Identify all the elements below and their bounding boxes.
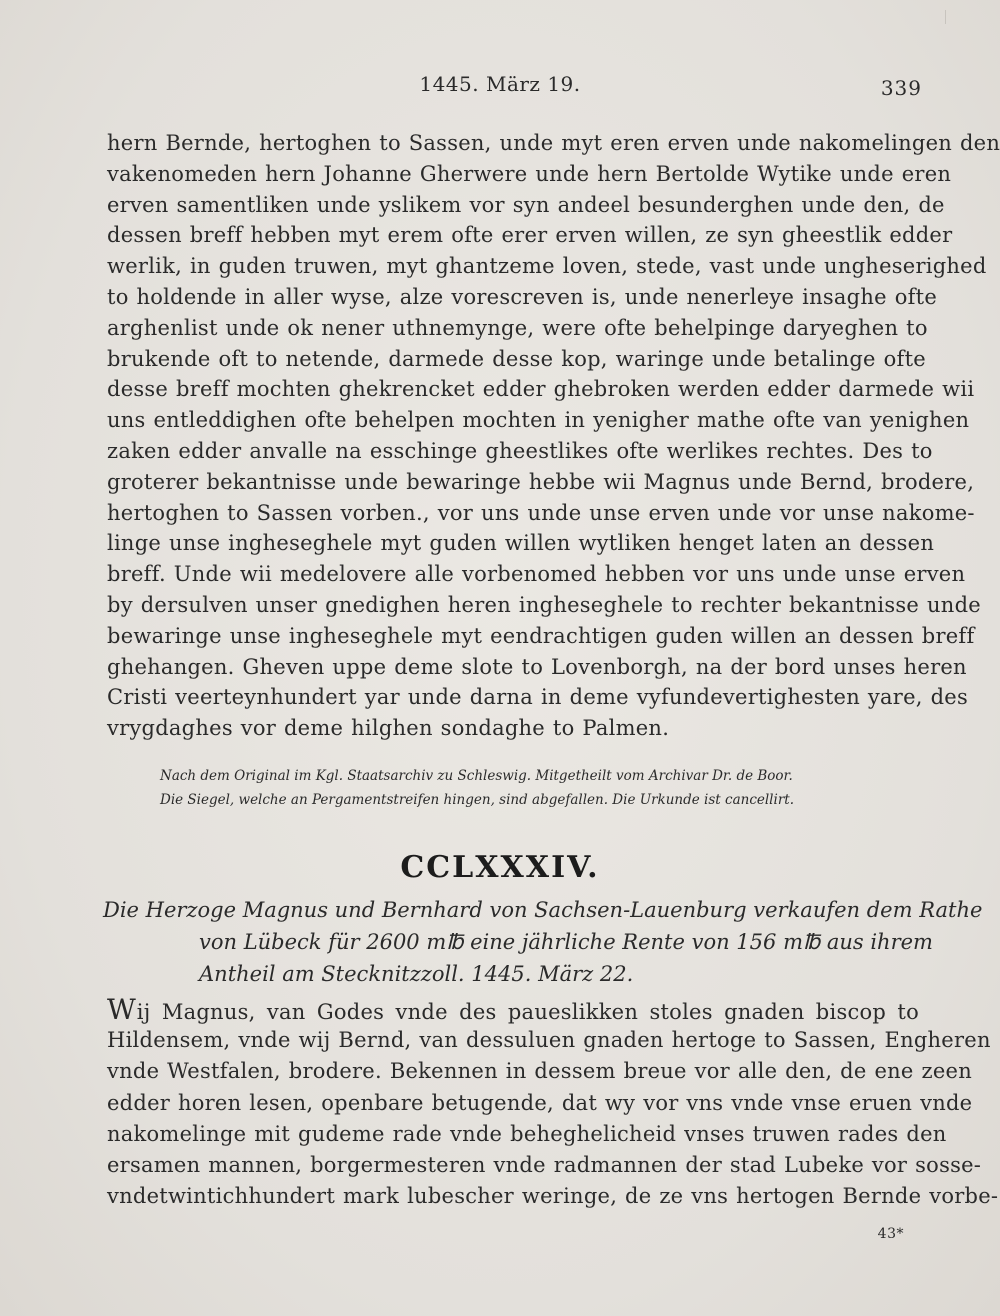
- text-line: arghenlist unde ok nener uthnemynge, were ofte behelpinge daryeghen to: [107, 315, 928, 340]
- text-line: werlik, in guden truwen, myt ghantzeme loven, stede, vast unde ungheserighed: [107, 254, 987, 279]
- source-note: [160, 764, 880, 812]
- text-line: vnde Westfalen, brodere. Bekennen in dessem breue vor alle den, de ene zeen: [107, 1059, 972, 1084]
- summary-line: Die Herzoge Magnus und Bernhard von Sachsen-Lauenburg verkaufen dem Rathe: [103, 898, 983, 922]
- text-line: breff. Unde wii medelovere alle vorbenomed hebben vor uns unde unse erven: [107, 562, 966, 587]
- source-note-line: Nach dem Original im Kgl. Staatsarchiv zu Schleswig. Mitgetheilt vom Archivar Dr. de Boor.: [160, 768, 793, 784]
- text-line: ersamen mannen, borgermesteren vnde radmannen der stad Lubeke vor sosse-: [107, 1152, 982, 1177]
- page-number: 339: [880, 76, 922, 100]
- text-line: to holdende in aller wyse, alze vorescreven is, unde nenerleye insaghe ofte: [107, 284, 937, 309]
- source-note-line: Die Siegel, welche an Pergamentstreifen hingen, sind abgefallen. Die Urkunde ist cancellirt.: [160, 792, 794, 808]
- summary-line: von Lübeck für 2600 m℔ eine jährliche Rente von 156 m℔ aus ihrem: [199, 930, 933, 954]
- page-edge-mark: [945, 10, 946, 24]
- text-line: nakomelinge mit gudeme rade vnde beheghelicheid vnses truwen rades den: [107, 1121, 947, 1146]
- text-line: vrygdaghes vor deme hilghen sondaghe to Palmen.: [107, 716, 670, 741]
- document-number: CCLXXXIV.: [400, 850, 600, 885]
- document-text: [107, 993, 999, 1212]
- text-line: vndetwintichhundert mark lubescher weringe, de ze vns hertogen Bernde vorbe-: [107, 1184, 999, 1209]
- document-text-continued: [107, 128, 1000, 744]
- document-summary: [103, 894, 983, 990]
- text-line-with-initial: [107, 994, 919, 1025]
- text-line: hern Bernde, hertoghen to Sassen, unde myt eren erven unde nakomelingen den: [107, 131, 1000, 155]
- text-line: erven samentliken unde yslikem vor syn andeel besunderghen unde den, de: [107, 192, 945, 217]
- text-line: linge unse ingheseghele myt guden willen wytliken henget laten an dessen: [107, 531, 935, 556]
- text-line: ghehangen. Gheven uppe deme slote to Lovenborgh, na der bord unses heren: [107, 654, 967, 679]
- text-line: by dersulven unser gnedighen heren ingheseghele to rechter bekantnisse unde: [107, 592, 981, 617]
- text-line: brukende oft to netende, darmede desse kop, waringe unde betalinge ofte: [107, 346, 926, 371]
- running-header: [0, 68, 1000, 100]
- header-date: 1445. März 19.: [419, 72, 581, 96]
- text-line: edder horen lesen, openbare betugende, dat wy vor vns vnde vnse eruen vnde: [107, 1090, 973, 1115]
- text-line-rest: ij Magnus, van Godes vnde des paueslikken stoles gnaden biscop to: [136, 1000, 919, 1024]
- signature-mark: 43*: [877, 1226, 904, 1242]
- text-line: hertoghen to Sassen vorben., vor uns unde unse erven unde vor unse nakome-: [107, 500, 975, 525]
- text-line: desse breff mochten ghekrencket edder ghebroken werden edder darmede wii: [107, 377, 975, 402]
- text-line: groterer bekantnisse unde bewaringe hebbe wii Magnus unde Bernd, brodere,: [107, 469, 975, 494]
- text-line: Hildensem, vnde wij Bernd, van dessuluen gnaden hertoge to Sassen, Engheren: [107, 1028, 991, 1053]
- text-line: bewaringe unse ingheseghele myt eendrachtigen guden willen an dessen breff: [107, 623, 975, 648]
- initial-letter: W: [107, 993, 137, 1026]
- text-line: zaken edder anvalle na esschinge gheestlikes ofte werlikes rechtes. Des to: [107, 438, 933, 463]
- text-line: Cristi veerteynhundert yar unde darna in deme vyfundevertighesten yare, des: [107, 685, 969, 710]
- text-line: dessen breff hebben myt erem ofte erer erven willen, ze syn gheestlik edder: [107, 223, 953, 248]
- text-line: vakenomeden hern Johanne Gherwere unde hern Bertolde Wytike unde eren: [107, 161, 952, 186]
- text-line: uns entleddighen ofte behelpen mochten in yenigher mathe ofte van yenighen: [107, 408, 970, 433]
- summary-line: Antheil am Stecknitzzoll. 1445. März 22.: [199, 962, 634, 986]
